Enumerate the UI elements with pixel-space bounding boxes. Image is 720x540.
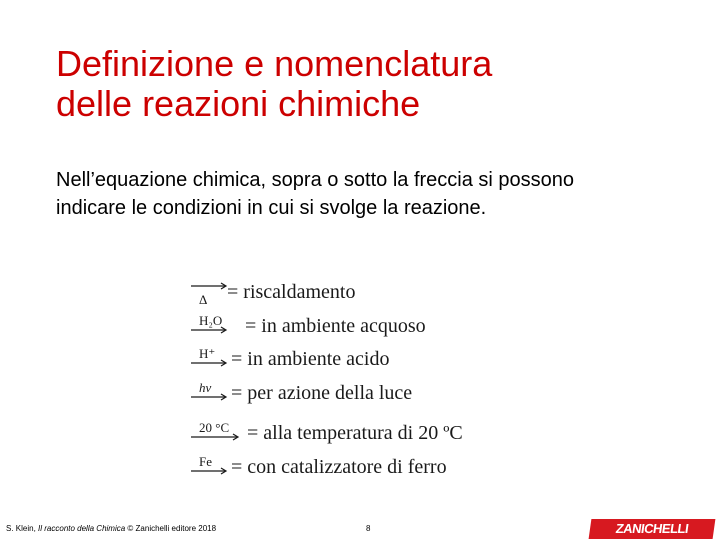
body-paragraph: Nell’equazione chimica, sopra o sotto la freccia si possono indicare le condizioni in cui si svolge la reazione. — [56, 169, 575, 219]
reaction-arrow-icon — [191, 282, 229, 290]
condition-text-heating: = riscaldamento — [227, 281, 356, 303]
footer-credit — [6, 524, 216, 533]
footer-book-title: Il racconto della Chimica — [38, 524, 126, 533]
condition-text-catalyst: = con catalizzatore di ferro — [231, 456, 447, 478]
condition-light — [185, 375, 545, 407]
zanichelli-logo: ZANICHELLI — [589, 519, 716, 539]
footer-publisher: © Zanichelli editore 2018 — [127, 524, 217, 533]
condition-symbol-temperature: 20 °C — [199, 420, 230, 435]
reaction-arrow-icon — [191, 393, 229, 401]
slide-title-line-1: Definizione e nomenclatura — [56, 43, 493, 84]
condition-symbol-delta: Δ — [199, 292, 208, 307]
condition-text-temperature: = alla temperatura di 20 ºC — [247, 422, 463, 444]
footer-author: S. Klein, — [6, 524, 36, 533]
reaction-conditions-figure — [185, 268, 545, 488]
slide-title — [56, 44, 696, 124]
condition-catalyst — [185, 449, 545, 481]
condition-text-acid: = in ambiente acido — [231, 348, 390, 370]
reaction-arrow-icon — [191, 467, 229, 475]
condition-acid — [185, 341, 545, 373]
condition-temperature — [185, 415, 545, 447]
reaction-arrow-icon — [191, 433, 241, 441]
condition-symbol-light: hν — [199, 380, 212, 395]
slide-title-line-2: delle reazioni chimiche — [56, 83, 421, 124]
reaction-arrow-icon — [191, 359, 229, 367]
condition-text-light: = per azione della luce — [231, 382, 413, 404]
condition-symbol-proton: H⁺ — [199, 346, 216, 361]
reaction-arrow-icon — [191, 326, 229, 334]
condition-symbol-water: H₂O — [199, 313, 223, 328]
page-number: 8 — [366, 524, 371, 533]
condition-symbol-iron: Fe — [199, 454, 212, 469]
condition-heating — [185, 274, 545, 306]
condition-aqueous — [185, 308, 545, 340]
condition-text-aqueous: = in ambiente acquoso — [245, 315, 426, 337]
